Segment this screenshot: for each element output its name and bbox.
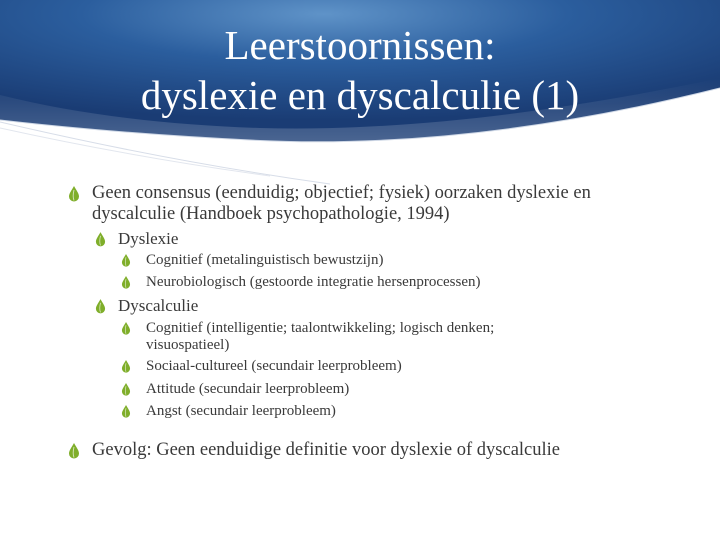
bullet-text: Attitude (secundair leerprobleem): [146, 381, 350, 397]
leaf-bullet-icon: [68, 443, 80, 459]
bullet-item: [68, 183, 668, 225]
leaf-bullet-icon: [68, 186, 80, 202]
bullet-item: [121, 252, 641, 269]
leaf-bullet-icon: [121, 360, 131, 373]
bullet-item: [121, 358, 641, 375]
bullet-text: Geen consensus (eenduidig; objectief; fysiek) oorzaken dyslexie en dyscalculie (Handboek psychopathologie, 1994): [92, 183, 591, 224]
bullet-text: Neurobiologisch (gestoorde integratie hersenprocessen): [146, 274, 481, 290]
leaf-bullet-icon: [95, 299, 106, 314]
leaf-bullet-icon: [121, 322, 131, 335]
title-line-1: Leerstoornissen:: [224, 22, 496, 68]
leaf-bullet-icon: [121, 405, 131, 418]
title-line-2: dyslexie en dyscalculie (1): [140, 72, 580, 118]
bullet-item: [121, 403, 641, 420]
bullet-item: [121, 320, 571, 354]
bullet-item: [121, 381, 641, 398]
bullet-text: Sociaal-cultureel (secundair leerprobleem): [146, 358, 402, 374]
leaf-bullet-icon: [121, 276, 131, 289]
leaf-bullet-icon: [95, 232, 106, 247]
bullet-item: [68, 440, 688, 461]
leaf-bullet-icon: [121, 254, 131, 267]
bullet-item: [121, 274, 641, 291]
bullet-text: Gevolg: Geen eenduidige definitie voor dyslexie of dyscalculie: [92, 440, 561, 460]
bullet-text: Dyscalculie: [118, 296, 199, 315]
bullet-text: Dyslexie: [118, 229, 179, 248]
bullet-text: Angst (secundair leerprobleem): [146, 403, 336, 419]
leaf-bullet-icon: [121, 383, 131, 396]
bullet-text: Cognitief (intelligentie; taalontwikkeling; logisch denken; visuospatieel): [146, 320, 495, 353]
bullet-item: [95, 229, 655, 249]
bullet-item: [95, 296, 655, 316]
bullet-text: Cognitief (metalinguistisch bewustzijn): [146, 252, 384, 268]
